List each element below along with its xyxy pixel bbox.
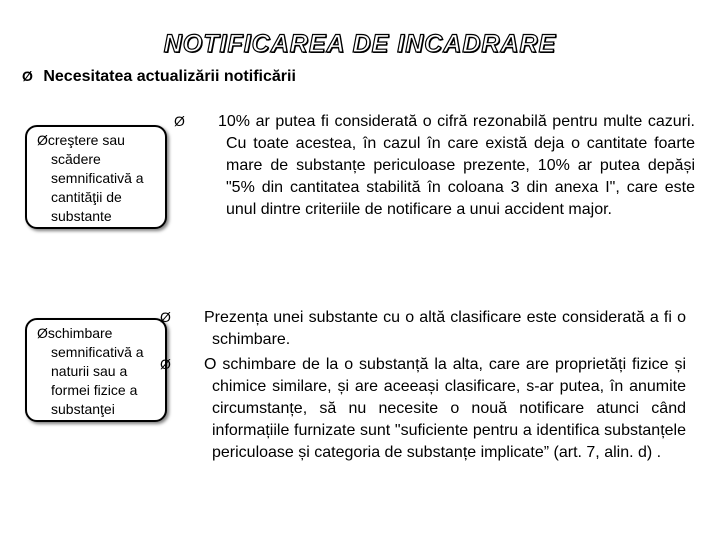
- paragraph-2: [160, 306, 686, 351]
- box1-rest: scădere semnificativă a cantităţii de substante: [51, 151, 144, 224]
- arrow-bullet-icon: Ø: [160, 356, 171, 372]
- box2-rest: semnificativă a naturii sau a formei fizice a substanţei: [51, 344, 144, 417]
- arrow-bullet-icon: Ø: [22, 68, 33, 84]
- main-point: [22, 68, 296, 86]
- arrow-bullet-icon: Ø: [37, 132, 48, 148]
- paragraph-1-text: 10% ar putea fi considerată o cifră rezonabilă pentru multe cazuri. Cu toate acestea, în cazul în care există deja o cantitate foarte mare de substanțe periculoase prezente, 10% ar putea depăși "5% din cantitatea stabilită în coloana 3 din anexa I", care este unul dintre criteriile de notificare a unui accident major.: [218, 113, 695, 218]
- arrow-bullet-icon: Ø: [37, 325, 48, 341]
- paragraph-3-text: O schimbare de la o substanță la alta, care are proprietăți fizice și chimice similare, și are aceeași clasificare, s-ar putea, în anumite circumstanțe, să nu necesite o nouă notificare atunci când informațiile furnizate sunt "suficiente pentru a identifica substanțele periculoase și categoria de substanțe implicate” (art. 7, alin. d) .: [204, 356, 686, 461]
- paragraph-3: [160, 353, 686, 464]
- paragraph-2-text: Prezența unei substante cu o altă clasificare este considerată a fi o schimbare.: [204, 309, 686, 348]
- box-change-nature: [25, 318, 167, 422]
- slide-title: NOTIFICAREA DE INCADRARE: [163, 30, 557, 58]
- paragraph-1: [174, 110, 695, 221]
- arrow-bullet-icon: Ø: [160, 309, 171, 325]
- box-increase-decrease: [25, 125, 167, 229]
- main-point-text: Necesitatea actualizării notificării: [43, 68, 296, 85]
- box1-first: creştere sau: [47, 132, 125, 148]
- arrow-bullet-icon: Ø: [174, 113, 185, 129]
- box2-first: schimbare: [47, 325, 113, 341]
